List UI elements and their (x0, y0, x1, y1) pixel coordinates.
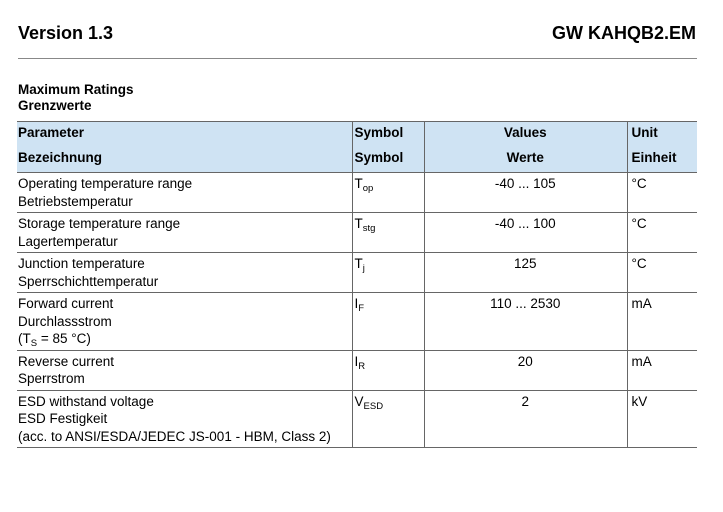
value-cell: -40 ... 100 (424, 213, 627, 253)
parameter-cell (17, 350, 352, 390)
parameter-cell (17, 173, 352, 213)
symbol-cell: $T_{stg}$ (352, 213, 424, 253)
table-row (17, 253, 697, 293)
table-header-row-de (17, 147, 697, 173)
maximum-ratings-table (17, 121, 697, 448)
header-divider (18, 58, 697, 59)
parameter-cell (17, 253, 352, 293)
header-parameter: Parameter (17, 122, 352, 148)
unit-cell: °C (627, 213, 697, 253)
header-bezeichnung: Bezeichnung (17, 147, 352, 173)
parameter-name-de: Betriebstemperatur (18, 193, 133, 209)
parameter-note: (acc. to ANSI/ESDA/JEDEC JS-001 - HBM, Class 2) (18, 428, 331, 444)
header-unit: Unit (627, 122, 697, 148)
header-symbol-de: Symbol (352, 147, 424, 173)
parameter-cell (17, 390, 352, 448)
parameter-cell (17, 213, 352, 253)
unit-cell: kV (627, 390, 697, 448)
table-row (17, 390, 697, 448)
parameter-name-en: Storage temperature range (18, 216, 181, 231)
unit-cell: mA (627, 293, 697, 351)
parameter-name-de: ESD Festigkeit (18, 411, 108, 426)
header-symbol: Symbol (352, 122, 424, 148)
parameter-name-en: Forward current (18, 296, 114, 311)
table-row (17, 293, 697, 351)
parameter-cell (17, 293, 352, 351)
section-title-en: Maximum Ratings (18, 82, 134, 97)
table-row (17, 173, 697, 213)
section-title (18, 82, 134, 114)
header-values: Values (424, 122, 627, 148)
parameter-name-de: Durchlassstrom (18, 313, 112, 329)
symbol-cell: $T_{op}$ (352, 173, 424, 213)
parameter-note: ($T_S = 85$ °C) (18, 331, 91, 349)
table-header-row-en (17, 122, 697, 148)
parameter-name-en: Reverse current (18, 353, 115, 369)
document-version: Version 1.3 (18, 23, 114, 43)
value-cell: 110 ... 2530 (424, 293, 627, 351)
symbol-cell: $I_F$ (352, 293, 424, 351)
header-einheit: Einheit (627, 147, 697, 173)
value-cell: 125 (424, 253, 627, 293)
value-cell: 2 (424, 390, 627, 448)
value-cell: 20 (424, 350, 627, 390)
value-cell: -40 ... 105 (424, 173, 627, 213)
header-werte: Werte (424, 147, 627, 173)
symbol-cell: $V_{ESD}$ (352, 390, 424, 448)
parameter-name-en: Operating temperature range (18, 176, 193, 191)
section-title-de: Grenzwerte (18, 98, 92, 113)
parameter-name-en: Junction temperature (18, 256, 145, 271)
parameter-name-en: ESD withstand voltage (18, 393, 154, 409)
symbol-cell: $T_j$ (352, 253, 424, 293)
symbol-cell: $I_R$ (352, 350, 424, 390)
parameter-name-de: Sperrstrom (18, 371, 85, 386)
unit-cell: °C (627, 253, 697, 293)
parameter-name-de: Lagertemperatur (18, 233, 118, 249)
unit-cell: mA (627, 350, 697, 390)
unit-cell: °C (627, 173, 697, 213)
part-number: GW KAHQB2.EM (552, 23, 696, 43)
table-row (17, 213, 697, 253)
parameter-name-de: Sperrschichttemperatur (18, 273, 159, 289)
table-row (17, 350, 697, 390)
